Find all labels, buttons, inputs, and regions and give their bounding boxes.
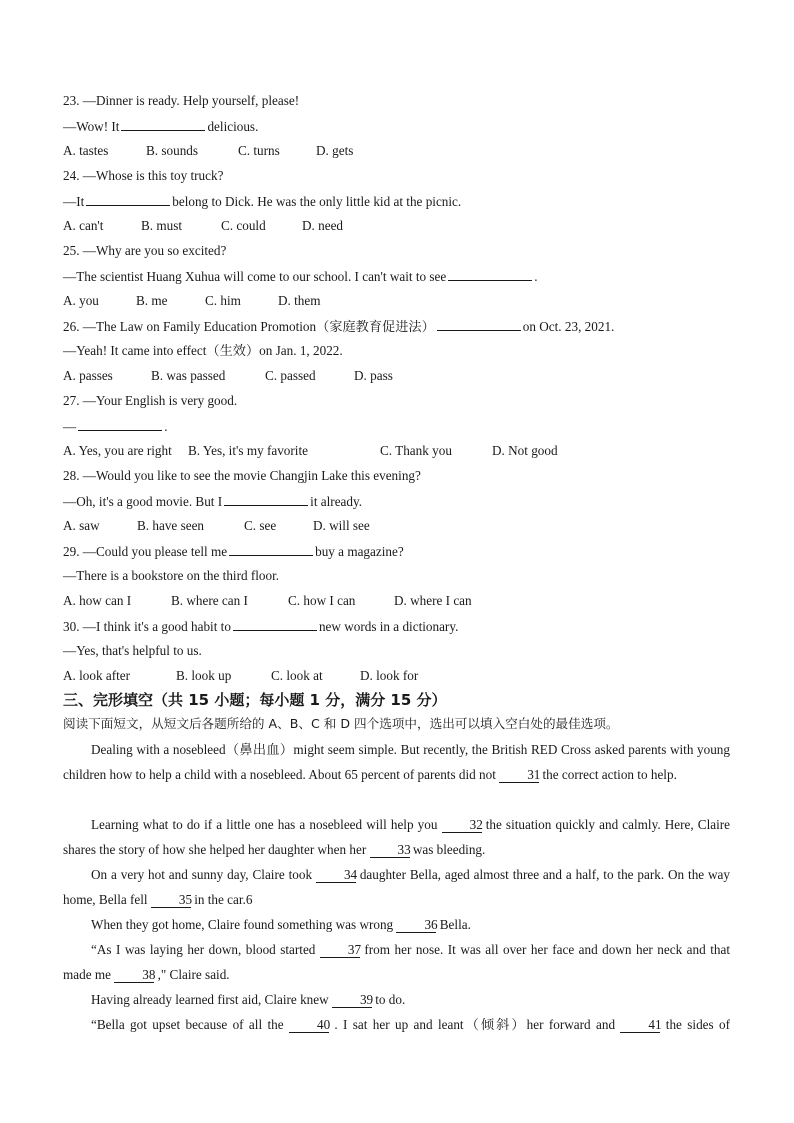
question-text: belong to Dick. He was the only little kid at the picnic. xyxy=(172,194,462,209)
question-text: —I think it's a good habit to xyxy=(82,619,231,634)
question-number: 27. xyxy=(63,393,83,408)
answer-option[interactable]: B. was passed xyxy=(151,368,226,383)
blank-number[interactable]: 35 xyxy=(151,893,191,908)
answer-blank[interactable] xyxy=(233,618,317,631)
question-text: —The Law on Family Education Promotion（家庭教育促进法） xyxy=(82,319,435,334)
question-prompt xyxy=(63,93,299,109)
blank-number[interactable]: 34 xyxy=(316,868,356,883)
question-number: 28. xyxy=(63,468,83,483)
answer-blank[interactable] xyxy=(229,543,313,556)
answer-blank[interactable] xyxy=(78,418,162,431)
question-number: 24. xyxy=(63,168,83,183)
question-text: . xyxy=(164,419,168,434)
passage-paragraph xyxy=(63,937,730,987)
answer-option[interactable]: A. can't xyxy=(63,218,104,233)
answer-option[interactable]: D. Not good xyxy=(492,443,558,458)
answer-option[interactable]: B. me xyxy=(136,293,168,308)
question-prompt xyxy=(63,393,237,409)
question-reply xyxy=(63,343,343,359)
blank-number[interactable]: 36 xyxy=(396,918,436,933)
question-prompt xyxy=(63,168,223,184)
passage-text: from her nose. It was all over her face and down her neck and that made me xyxy=(63,942,730,982)
answer-option[interactable]: B. sounds xyxy=(146,143,199,158)
question-text: buy a magazine? xyxy=(315,544,404,559)
question-reply xyxy=(63,118,258,135)
blank-number[interactable]: 40 xyxy=(289,1018,329,1033)
answer-option[interactable]: D. where I can xyxy=(394,593,472,608)
passage-text: to do. xyxy=(371,992,406,1007)
passage-text: When they got home, Claire found something was wrong xyxy=(91,917,397,932)
answer-blank[interactable] xyxy=(121,118,205,131)
answer-option[interactable]: A. passes xyxy=(63,368,113,383)
passage-text: the correct action to help. xyxy=(539,767,677,782)
passage-text: . I sat her up and leant（倾斜）her forward and xyxy=(328,1017,621,1032)
answer-option[interactable]: D. gets xyxy=(316,143,354,158)
question-reply xyxy=(63,493,362,510)
answer-blank[interactable] xyxy=(437,318,521,331)
question-number: 25. xyxy=(63,243,83,258)
blank-number[interactable]: 38 xyxy=(114,968,154,983)
answer-option[interactable]: C. passed xyxy=(265,368,316,383)
question-text: —The scientist Huang Xuhua will come to our school. I can't wait to see xyxy=(63,269,447,284)
blank-number[interactable]: 37 xyxy=(320,943,360,958)
passage-text: “Bella got upset because of all the xyxy=(91,1017,289,1032)
passage-text: Dealing with a nosebleed（鼻出血）might seem simple. But recently, the British RED Cross asked parents with young children how to help a child with a nosebleed. About 65 percent of parents did not xyxy=(63,742,730,782)
answer-option[interactable]: B. Yes, it's my favorite xyxy=(188,443,308,458)
section-title: 三、完形填空（共 15 小题；每小题 1 分，满分 15 分） xyxy=(63,691,447,709)
question-reply xyxy=(63,268,538,285)
question-prompt xyxy=(63,543,404,560)
passage-text: Bella. xyxy=(436,917,471,932)
question-text: it already. xyxy=(310,494,363,509)
section-instruction: 阅读下面短文，从短文后各题所给的 A、B、C 和 D 四个选项中，选出可以填入空白处的最佳选项。 xyxy=(63,716,619,731)
question-number: 26. xyxy=(63,319,83,334)
question-number: 30. xyxy=(63,619,83,634)
answer-blank[interactable] xyxy=(224,493,308,506)
passage-text: Having already learned first aid, Claire knew xyxy=(91,992,332,1007)
question-reply xyxy=(63,418,167,435)
answer-option[interactable]: C. Thank you xyxy=(380,443,452,458)
question-text: on Oct. 23, 2021. xyxy=(522,319,615,334)
question-text: —Oh, it's a good movie. But I xyxy=(63,494,223,509)
blank-number[interactable]: 33 xyxy=(370,843,410,858)
question-number: 29. xyxy=(63,544,83,559)
passage-text: “As I was laying her down, blood started xyxy=(91,942,320,957)
question-text: —Whose is this toy truck? xyxy=(82,168,224,183)
question-text: —Could you please tell me xyxy=(82,544,228,559)
passage-text: daughter Bella, aged almost three and a half, to the park. On the way home, Bella fell xyxy=(63,867,731,907)
blank-number[interactable]: 32 xyxy=(442,818,482,833)
answer-option[interactable]: B. where can I xyxy=(171,593,248,608)
question-number: 23. xyxy=(63,93,83,108)
question-text: — xyxy=(63,419,77,434)
answer-option[interactable]: D. need xyxy=(302,218,344,233)
question-text: . xyxy=(534,269,538,284)
answer-option[interactable]: C. turns xyxy=(238,143,280,158)
answer-option[interactable]: A. how can I xyxy=(63,593,132,608)
passage-paragraph xyxy=(63,862,730,912)
passage-text: Learning what to do if a little one has a nosebleed will help you xyxy=(91,817,442,832)
question-text: —Yeah! It came into effect（生效）on Jan. 1, 2022. xyxy=(63,343,343,358)
question-prompt xyxy=(63,468,421,484)
answer-option[interactable]: D. them xyxy=(278,293,321,308)
passage-text: On a very hot and sunny day, Claire took xyxy=(91,867,316,882)
answer-option[interactable]: A. tastes xyxy=(63,143,109,158)
answer-option[interactable]: C. see xyxy=(244,518,277,533)
answer-option[interactable]: C. how I can xyxy=(288,593,356,608)
passage-text: the situation quickly and calmly. Here, Claire shares the story of how she helped her daughter when her xyxy=(63,817,730,857)
passage-paragraph xyxy=(63,912,730,937)
question-text: —Wow! It xyxy=(63,119,120,134)
answer-option[interactable]: C. look at xyxy=(271,668,323,683)
answer-option[interactable]: D. will see xyxy=(313,518,370,533)
question-text: —There is a bookstore on the third floor. xyxy=(63,568,280,583)
answer-blank[interactable] xyxy=(86,193,170,206)
passage-text: was bleeding. xyxy=(409,842,486,857)
question-text: delicious. xyxy=(207,119,259,134)
answer-option[interactable]: A. saw xyxy=(63,518,100,533)
passage-text: in the car.6 xyxy=(190,892,253,907)
passage-text: the sides of xyxy=(660,1017,730,1032)
question-text: —It xyxy=(63,194,85,209)
question-reply xyxy=(63,643,202,659)
answer-option[interactable]: C. him xyxy=(205,293,241,308)
question-text: —Why are you so excited? xyxy=(82,243,227,258)
question-text: —Would you like to see the movie Changjin Lake this evening? xyxy=(82,468,421,483)
passage-text: ," Claire said. xyxy=(154,967,230,982)
blank-number[interactable]: 39 xyxy=(332,993,372,1008)
answer-option[interactable]: D. look for xyxy=(360,668,419,683)
passage-paragraph xyxy=(63,737,730,787)
question-text: —Dinner is ready. Help yourself, please! xyxy=(82,93,300,108)
answer-option[interactable]: C. could xyxy=(221,218,266,233)
answer-option[interactable]: B. have seen xyxy=(137,518,205,533)
blank-number[interactable]: 31 xyxy=(499,768,539,783)
question-prompt xyxy=(63,318,614,335)
answer-option[interactable]: A. you xyxy=(63,293,99,308)
question-text: —Your English is very good. xyxy=(82,393,238,408)
passage-paragraph xyxy=(63,987,730,1012)
passage-paragraph xyxy=(63,812,730,862)
passage-paragraph xyxy=(63,1012,730,1037)
question-text: —Yes, that's helpful to us. xyxy=(63,643,202,658)
blank-number[interactable]: 41 xyxy=(620,1018,660,1033)
question-prompt xyxy=(63,243,226,259)
answer-option[interactable]: B. must xyxy=(141,218,183,233)
answer-option[interactable]: A. look after xyxy=(63,668,131,683)
answer-option[interactable]: D. pass xyxy=(354,368,393,383)
question-text: new words in a dictionary. xyxy=(318,619,459,634)
question-prompt xyxy=(63,618,458,635)
question-reply xyxy=(63,568,279,584)
answer-option[interactable]: B. look up xyxy=(176,668,232,683)
answer-option[interactable]: A. Yes, you are right xyxy=(63,443,172,458)
answer-blank[interactable] xyxy=(448,268,532,281)
question-reply xyxy=(63,193,461,210)
